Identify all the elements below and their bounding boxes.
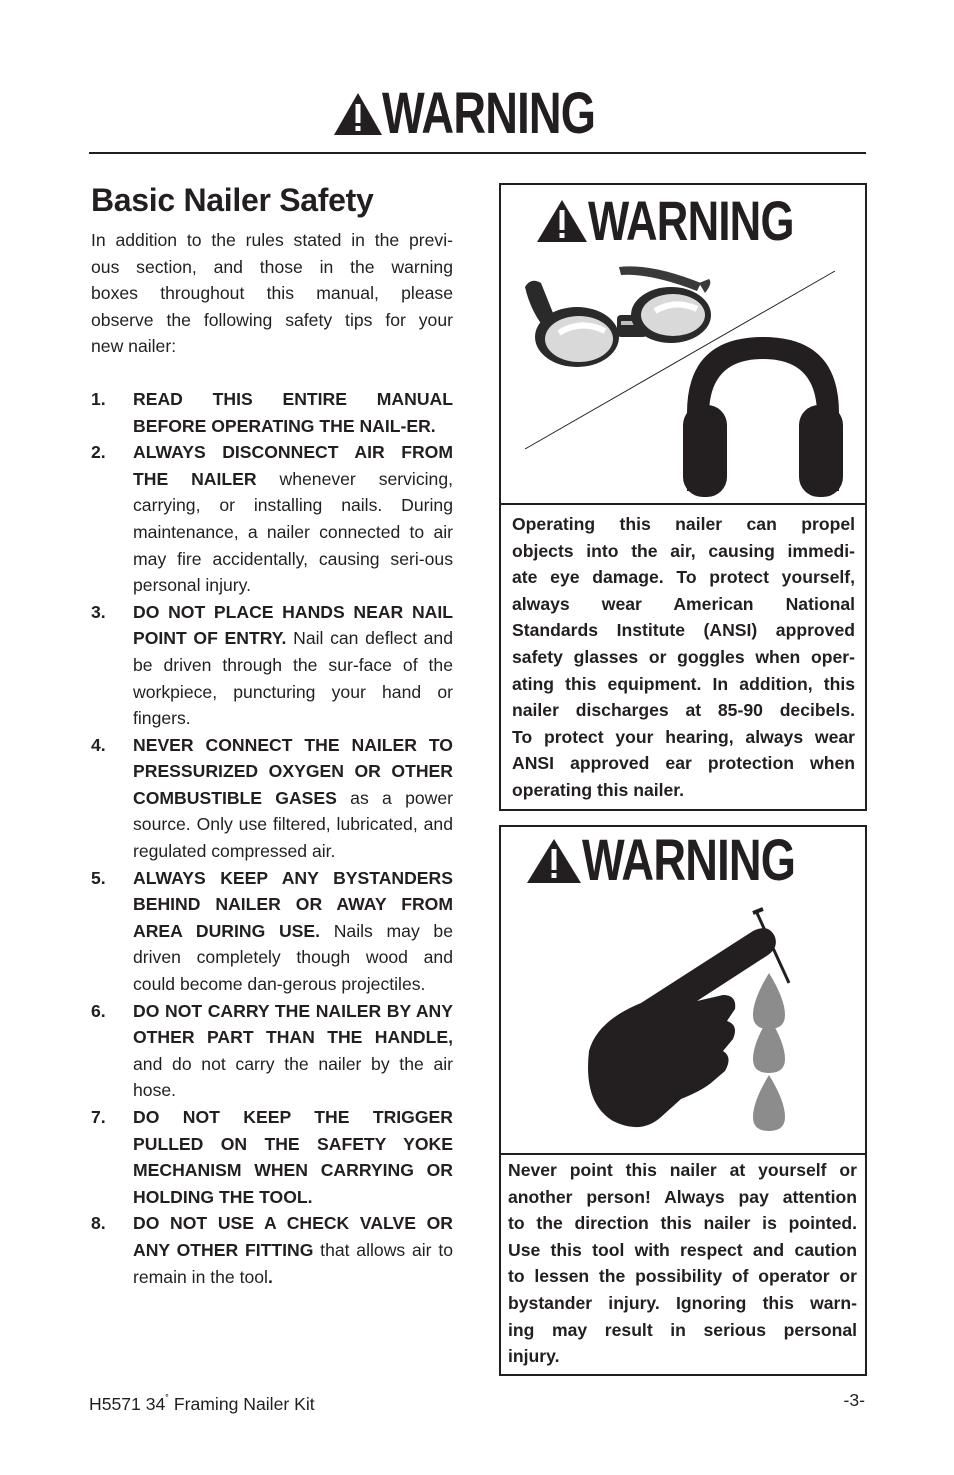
intro-line: new nailer: <box>91 336 177 357</box>
rule-text <box>133 1210 453 1290</box>
rule-tail-text: . <box>267 1266 273 1287</box>
rule-bold-text: READ THIS ENTIRE MANUAL BEFORE OPERATING THE NAIL-ER. <box>133 388 453 436</box>
box-text-line: ate eye damage. To protect yourself, <box>512 567 855 588</box>
rule-bold-text: DO NOT CARRY THE NAILER BY ANY OTHER PART THAN THE HANDLE, <box>133 1000 453 1048</box>
rule-item <box>91 1210 453 1290</box>
rule-text <box>133 865 453 998</box>
safety-illustration <box>501 253 865 503</box>
box-warning-banner <box>525 828 832 893</box>
rule-bold-text: NEVER CONNECT THE NAILER TO PRESSURIZED OXYGEN OR OTHER COMBUSTIBLE GASES <box>133 734 453 808</box>
rule-rest-text: Nails may be driven completely though wood and could become dan-gerous projectiles. <box>133 920 453 995</box>
box-divider <box>501 1153 865 1155</box>
box-text-line: bystander injury. Ignoring this warn- <box>508 1292 857 1313</box>
rule-text <box>133 599 453 732</box>
box-divider <box>501 503 865 505</box>
rule-number: 3. <box>91 601 106 622</box>
box-text-line: safety glasses or goggles when oper- <box>512 646 855 667</box>
box-text-line: ANSI approved ear protection when <box>512 753 855 774</box>
box-warning-banner <box>535 189 828 252</box>
rule-number: 7. <box>91 1107 106 1127</box>
intro-paragraph <box>91 227 453 360</box>
footer-product-name <box>89 1388 315 1416</box>
footer-product: Framing Nailer Kit <box>168 1393 315 1414</box>
intro-line: In addition to the rules stated in the previ- <box>91 230 453 250</box>
rule-item <box>91 599 453 732</box>
rule-bold-text: ALWAYS DISCONNECT AIR FROM THE NAILER <box>133 442 453 489</box>
rule-number: 8. <box>91 1213 106 1234</box>
box-text-line: Standards Institute (ANSI) approved <box>512 620 855 641</box>
warning-triangle-icon <box>525 837 583 885</box>
rule-number: 4. <box>91 734 106 755</box>
box-text-line: operating this nailer. <box>512 779 685 800</box>
rule-number: 6. <box>91 1000 106 1021</box>
rule-item <box>91 865 453 998</box>
rule-text <box>133 998 453 1104</box>
rule-item <box>91 439 453 599</box>
safety-glasses-icon <box>525 266 711 367</box>
rule-text <box>133 732 453 865</box>
hand-nail-puncture-icon <box>501 891 865 1149</box>
intro-line: observe the following safety tips for your <box>91 309 453 330</box>
box-text-line: ating this equipment. In addition, this <box>512 673 855 694</box>
box-text-line: to lessen the possibility of operator or <box>508 1266 857 1287</box>
rule-number: 1. <box>91 388 106 409</box>
box-text-line: Never point this nailer at yourself or <box>508 1160 857 1180</box>
rule-bold-text: ALWAYS KEEP ANY BYSTANDERS BEHIND NAILER OR AWAY FROM AREA DURING USE. <box>133 867 453 941</box>
box-warning-word: WARNING <box>588 189 794 252</box>
box-text-line: nailer discharges at 85-90 decibels. <box>512 700 855 721</box>
rule-text <box>133 386 453 439</box>
footer-model: H5571 34 <box>89 1393 166 1414</box>
box-text-line: ing may result in serious personal <box>508 1319 857 1340</box>
rule-text <box>133 439 453 599</box>
rule-rest-text: Nail can deflect and be driven through the sur-face of the workpiece, puncturing your hand or fingers. <box>133 628 453 729</box>
rule-item <box>91 386 453 439</box>
box-text-line: always wear American National <box>512 593 855 614</box>
intro-line: ous section, and those in the warning <box>91 256 453 277</box>
ear-protection-icon <box>683 337 843 497</box>
rule-rest-text: whenever servicing, carrying, or installing nails. During maintenance, a nailer connected to air may fire accidentally, causing seri-ous personal injury. <box>133 468 454 596</box>
rule-item <box>91 998 453 1104</box>
rule-bold-text: DO NOT PLACE HANDS NEAR NAIL POINT OF ENTRY. <box>133 601 453 649</box>
warning-box-eye-ear <box>499 183 867 811</box>
box-text-line: Operating this nailer can propel <box>512 514 855 534</box>
rule-text <box>133 1104 453 1210</box>
intro-line: boxes throughout this manual, please <box>91 283 453 304</box>
box-text-line: To protect your hearing, always wear <box>512 726 855 747</box>
footer-degree: ˚ <box>165 1394 169 1406</box>
box-text-line: Use this tool with respect and caution <box>508 1239 857 1260</box>
rule-bold-text: DO NOT KEEP THE TRIGGER PULLED ON THE SAFETY YOKE MECHANISM WHEN CARRYING OR HOLDING THE TOOL. <box>133 1107 453 1207</box>
rule-item <box>91 1104 453 1210</box>
rule-rest-text: and do not carry the nailer by the air hose. <box>133 1053 453 1101</box>
rule-bold-text: DO NOT USE A CHECK VALVE OR ANY OTHER FITTING <box>133 1213 453 1260</box>
box-text-line: objects into the air, causing immedi- <box>512 540 855 561</box>
box-text-line: another person! Always pay attention <box>508 1186 857 1207</box>
rule-rest-text: as a power source. Only use filtered, lubricated, and regulated compressed air. <box>133 787 454 862</box>
section-title: Basic Nailer Safety <box>91 182 374 218</box>
rule-rest-text: that allows air to remain in the tool <box>133 1239 453 1287</box>
warning-triangle-icon <box>535 198 589 244</box>
rule-number: 2. <box>91 442 106 463</box>
left-column <box>91 180 453 1290</box>
warning-box-pointing <box>499 825 867 1376</box>
safety-rules-list <box>91 386 453 1290</box>
header-divider <box>89 152 866 154</box>
box-text-line: to the direction this nailer is pointed. <box>508 1213 857 1234</box>
box-warning-word: WARNING <box>582 828 796 893</box>
box-warning-text <box>508 1157 857 1370</box>
footer-page-number: -3- <box>843 1390 865 1410</box>
warning-triangle-icon <box>332 91 384 137</box>
header-warning-word: WARNING <box>382 81 596 146</box>
rule-number: 5. <box>91 867 106 888</box>
rule-item <box>91 732 453 865</box>
header-warning-banner <box>0 81 954 146</box>
box-text-line: injury. <box>508 1346 560 1367</box>
box-warning-text <box>512 511 855 804</box>
